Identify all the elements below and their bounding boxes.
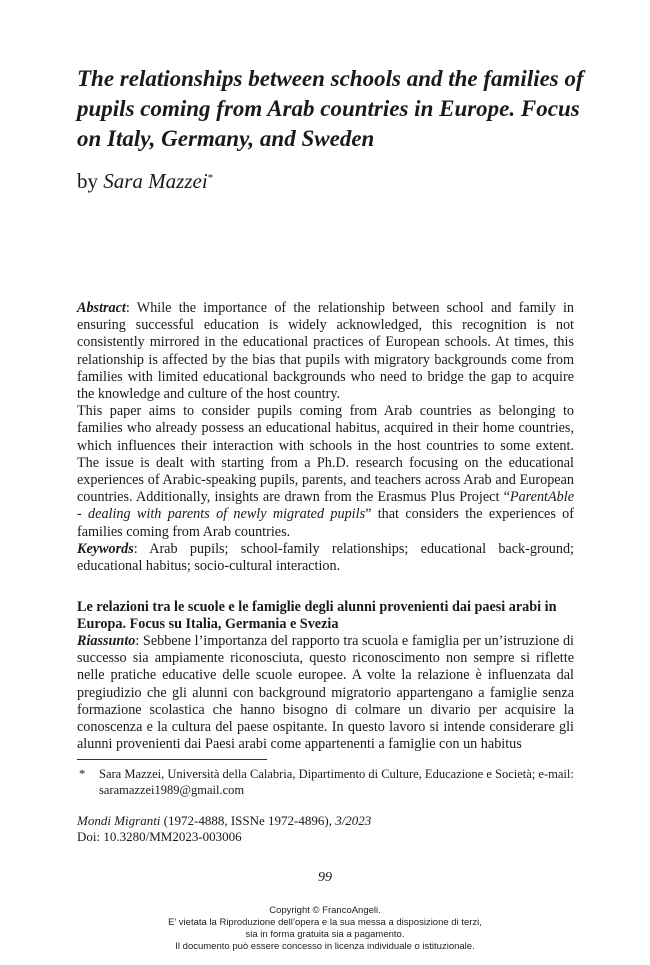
journal-info <box>77 813 574 845</box>
copyright-line-1: Copyright © FrancoAngeli. <box>269 905 381 916</box>
copyright-line-4: Il documento può essere concesso in licenza individuale o istituzionale. <box>175 941 475 952</box>
page-number: 99 <box>318 870 332 885</box>
abstract-text-3: ” that considers the experiences of families coming from Arab countries. <box>77 506 574 540</box>
keywords-label: Keywords <box>77 540 134 557</box>
journal-issn: (1972-4888, ISSNe 1972-4896), <box>160 813 336 828</box>
footnote <box>77 766 574 798</box>
author-footnote-mark[interactable]: * <box>207 172 214 184</box>
keywords <box>77 541 574 575</box>
abstract <box>77 300 574 575</box>
journal-issue: 3/2023 <box>335 813 372 828</box>
italian-title: Le relazioni tra le scuole e le famiglie degli alunni provenienti dai paesi arabi in Europa. Focus su Italia, Germania e Svezia <box>77 599 557 633</box>
article-title: The relationships between schools and the families of pupils coming from Arab countries in Europe. Focus on Italy, Germany, and Sweden <box>77 66 584 151</box>
riassunto <box>77 633 574 753</box>
byline-prefix: by <box>77 169 104 193</box>
copyright-line-2: E’ vietata la Riproduzione dell’opera e la sua messa a disposizione di terzi, <box>168 917 482 928</box>
abstract-text-1: : While the importance of the relationship between school and family in ensuring successful education is widely acknowledged, this recognition is not consistently mirrored in the educational practices of European schools. At times, this relationship is affected by the bias that pupils with migratory backgrounds come from families with limited educational backgrounds who need to bridge the gap to acquire the knowledge and culture of the host country. <box>77 300 574 403</box>
copyright-line-3: sia in forma gratuita sia a pagamento. <box>245 929 405 940</box>
project-name: ParentAble - dealing with parents of newly migrated pupils <box>77 489 574 523</box>
riassunto-label: Riassunto <box>77 633 136 649</box>
author-name: Sara Mazzei <box>103 169 208 193</box>
abstract-text-2: This paper aims to consider pupils coming from Arab countries as belonging to families who already possess an educational habitus, acquired in their home countries, which influences their interaction with schools in the host countries to some extent. The issue is dealt with starting from a Ph.D. research focusing on the educational experiences of Arabic-speaking pupils, parents, and teachers across Arab and European countries. Additionally, insights are drawn from the Erasmus Plus Project “ <box>77 403 574 506</box>
journal-citation <box>77 813 574 829</box>
keywords-text: : Arab pupils; school-family relationships; educational back-ground; educational habitus; socio-cultural interaction. <box>77 540 574 575</box>
footnote-divider <box>77 759 267 760</box>
abstract-label: Abstract <box>77 300 126 316</box>
footnote-mark: * <box>79 767 86 781</box>
abstract-paragraph-1 <box>77 300 574 403</box>
riassunto-text: : Sebbene l’importanza del rapporto tra scuola e famiglia per un’istruzione di successo sia ampiamente riconosciuta, questo riconoscimento non sempre si riflette nelle pratiche educative delle scuole europee. A volte la relazione è influenzata dal pregiudizio che gli alunni con background migratorio appartengano a famiglie senza formazione scolastica che hanno bisogno di colmare un divario per acquisire la conoscenza e la cultura del paese ospitante. In questo lavoro si intende considerare gli alunni provenienti dai Paesi arabi come appartenenti a famiglie con un habitus <box>77 633 574 753</box>
copyright-notice <box>0 905 650 953</box>
byline <box>77 168 213 194</box>
footnote-text: Sara Mazzei, Università della Calabria, Dipartimento di Culture, Educazione e Società; e-mail: saramazzei1989@gmail.com <box>99 767 574 797</box>
journal-name: Mondi Migranti <box>77 813 161 828</box>
abstract-paragraph-2 <box>77 403 574 541</box>
doi: Doi: 10.3280/MM2023-003006 <box>77 829 242 844</box>
